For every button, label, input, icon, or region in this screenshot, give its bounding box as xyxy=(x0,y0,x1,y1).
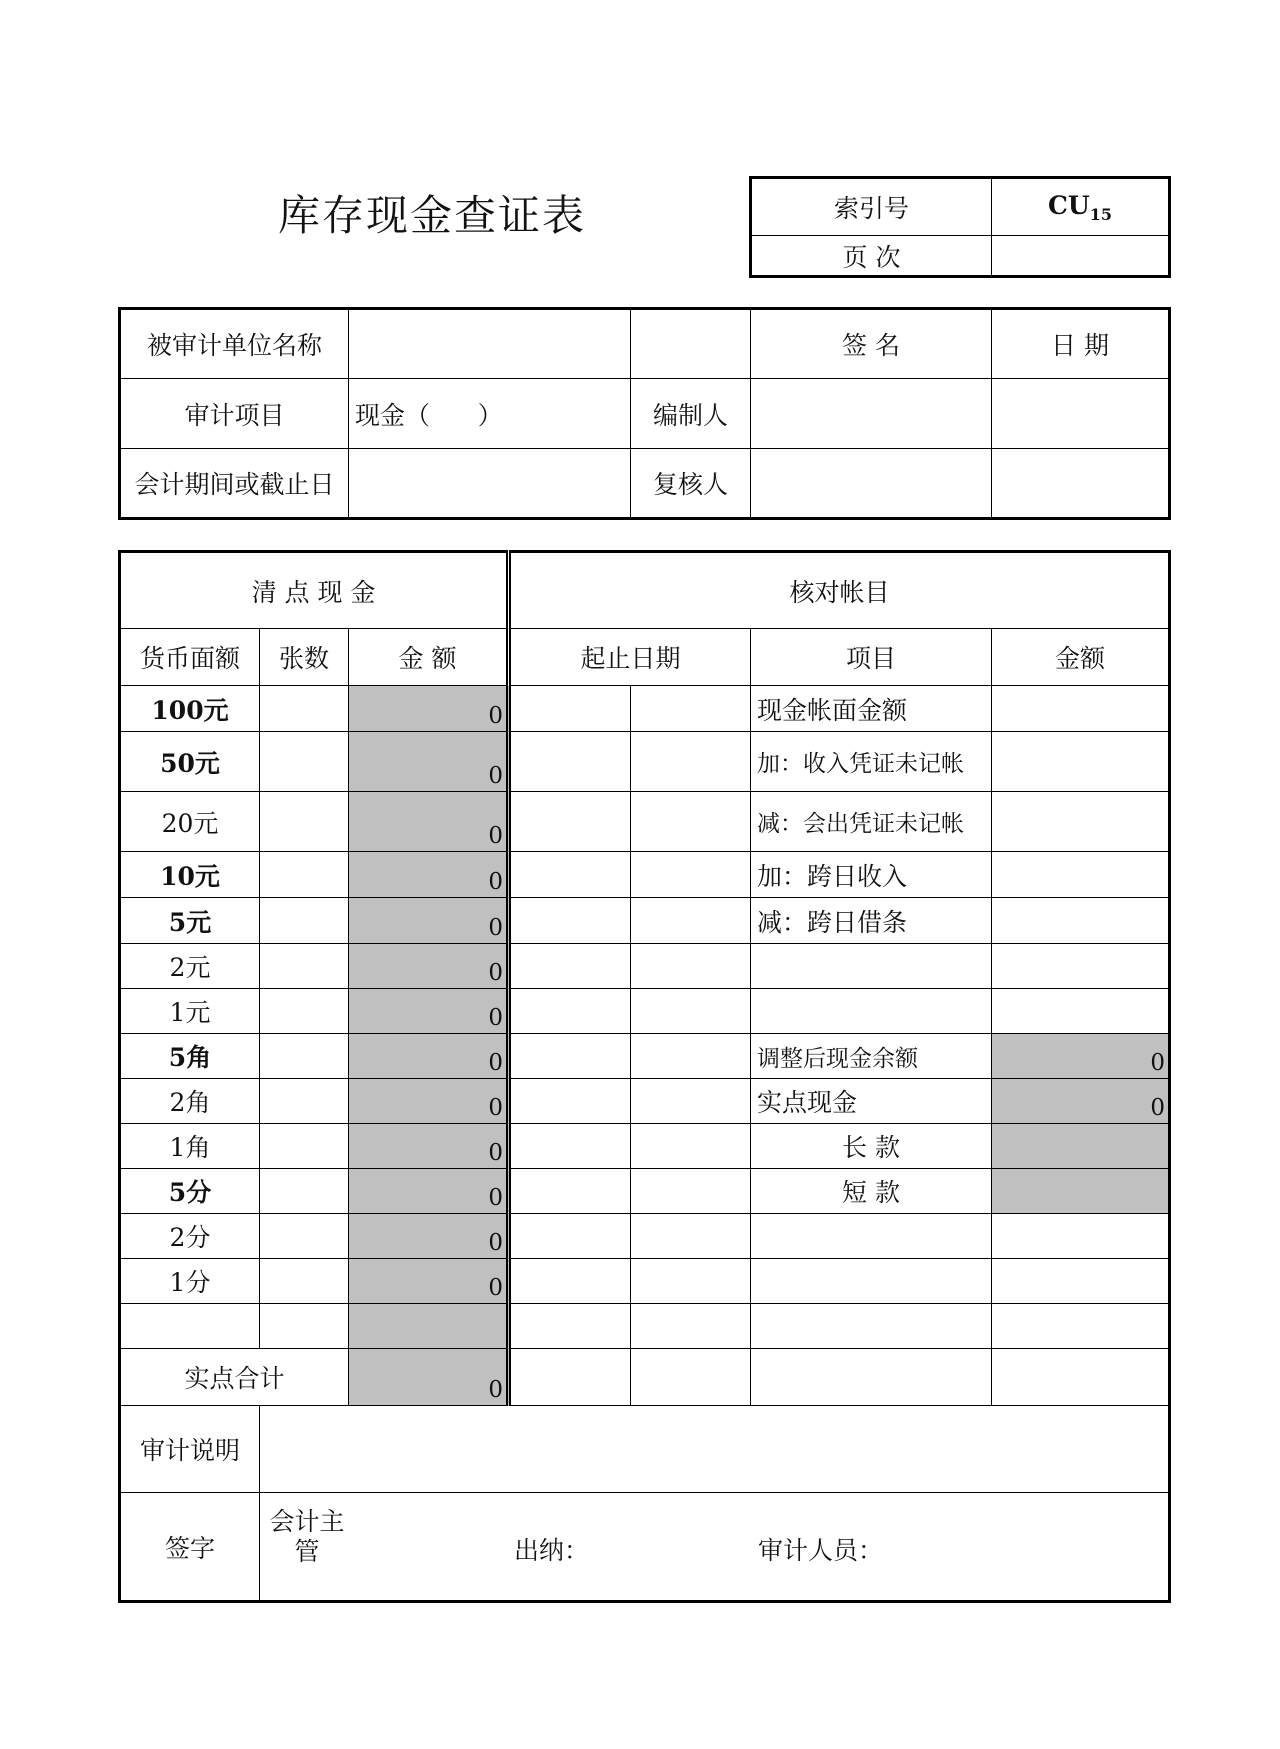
col-denom: 货币面额 xyxy=(120,629,260,686)
recon-item: 现金帐面金额 xyxy=(751,686,992,732)
cash-count-table xyxy=(118,550,1171,1603)
sheets-cell[interactable] xyxy=(260,898,349,944)
sheets-cell[interactable] xyxy=(260,792,349,852)
denom-cell: 5角 xyxy=(120,1034,260,1079)
end-date-cell[interactable] xyxy=(631,1124,751,1169)
end-date-cell[interactable] xyxy=(631,792,751,852)
denom-cell: 5元 xyxy=(120,898,260,944)
recon-item: 短 款 xyxy=(751,1169,992,1214)
table-row xyxy=(120,898,1170,944)
date-label: 日 期 xyxy=(992,309,1170,379)
reviewer-sign-cell[interactable] xyxy=(751,449,992,519)
recon-item: 长 款 xyxy=(751,1124,992,1169)
count-header: 清 点 现 金 xyxy=(120,552,509,629)
total-amount: 0 xyxy=(349,1349,509,1406)
recon-amount-cell[interactable] xyxy=(992,898,1170,944)
blank-cell xyxy=(631,309,751,379)
denom-cell: 1元 xyxy=(120,989,260,1034)
end-date-cell[interactable] xyxy=(631,898,751,944)
table-row xyxy=(120,1169,1170,1214)
denom-cell: 20元 xyxy=(120,792,260,852)
item-value[interactable]: 现金（ ） xyxy=(349,379,631,449)
sheets-cell[interactable] xyxy=(260,686,349,732)
col-recon-amount: 金额 xyxy=(992,629,1170,686)
col-item: 项目 xyxy=(751,629,992,686)
end-date-cell[interactable] xyxy=(631,686,751,732)
table-row xyxy=(120,1259,1170,1304)
recon-item: 加：跨日收入 xyxy=(751,852,992,898)
signature-row xyxy=(120,1493,1170,1602)
index-code: CU xyxy=(1048,190,1090,220)
table-row xyxy=(120,1034,1170,1079)
start-date-cell[interactable] xyxy=(509,1169,631,1214)
recon-amount-cell[interactable] xyxy=(992,1259,1170,1304)
recon-item xyxy=(751,1214,992,1259)
cashier-label: 出纳： xyxy=(514,1536,590,1565)
amount-cell: 0 xyxy=(349,1079,509,1124)
recon-item: 减：跨日借条 xyxy=(751,898,992,944)
table-row xyxy=(120,686,1170,732)
start-date-cell[interactable] xyxy=(509,852,631,898)
end-date-cell[interactable] xyxy=(631,1214,751,1259)
end-date-cell[interactable] xyxy=(631,1304,751,1349)
table-row xyxy=(120,944,1170,989)
notes-label: 审计说明 xyxy=(120,1406,260,1493)
reviewer-date-cell[interactable] xyxy=(992,449,1170,519)
unit-label: 被审计单位名称 xyxy=(120,309,349,379)
amount-cell: 0 xyxy=(349,989,509,1034)
amount-cell: 0 xyxy=(349,852,509,898)
amount-cell: 0 xyxy=(349,898,509,944)
total-row xyxy=(120,1349,1170,1406)
start-date-cell[interactable] xyxy=(509,792,631,852)
audit-info-table xyxy=(118,307,1171,520)
end-date-cell[interactable] xyxy=(631,852,751,898)
page-label: 页 次 xyxy=(751,236,992,277)
amount-cell: 0 xyxy=(349,944,509,989)
recon-item xyxy=(751,944,992,989)
sheets-cell[interactable] xyxy=(260,1169,349,1214)
start-date-cell[interactable] xyxy=(509,1214,631,1259)
amount-cell: 0 xyxy=(349,792,509,852)
amount-cell: 0 xyxy=(349,1169,509,1214)
start-date-cell[interactable] xyxy=(509,944,631,989)
recon-amount-cell[interactable] xyxy=(992,686,1170,732)
table-row xyxy=(120,792,1170,852)
sheets-cell[interactable] xyxy=(260,944,349,989)
recon-item: 调整后现金余额 xyxy=(751,1034,992,1079)
amount-cell: 0 xyxy=(349,686,509,732)
end-date-cell[interactable] xyxy=(631,1034,751,1079)
sheets-cell[interactable] xyxy=(260,1124,349,1169)
accountant-label: 会计主管 xyxy=(269,1507,345,1566)
col-dates: 起止日期 xyxy=(509,629,751,686)
end-date-cell[interactable] xyxy=(631,1259,751,1304)
start-date-cell[interactable] xyxy=(509,1079,631,1124)
period-label: 会计期间或截止日 xyxy=(120,449,349,519)
col-sheets: 张数 xyxy=(260,629,349,686)
recon-amount-cell[interactable] xyxy=(992,1349,1170,1406)
auditor-label: 审计人员： xyxy=(758,1536,884,1565)
recon-amount-cell[interactable] xyxy=(992,792,1170,852)
index-box xyxy=(749,176,1171,278)
start-date-cell[interactable] xyxy=(509,1304,631,1349)
recon-amount-cell[interactable] xyxy=(992,852,1170,898)
table-row xyxy=(120,1079,1170,1124)
recon-amount-cell[interactable] xyxy=(992,732,1170,792)
index-label: 索引号 xyxy=(751,178,992,236)
table-row xyxy=(120,852,1170,898)
denom-cell: 10元 xyxy=(120,852,260,898)
table-row xyxy=(120,732,1170,792)
notes-row xyxy=(120,1406,1170,1493)
recon-amount-cell xyxy=(992,1124,1170,1169)
notes-field[interactable] xyxy=(260,1406,1170,1493)
reviewer-label: 复核人 xyxy=(631,449,751,519)
end-date-cell[interactable] xyxy=(631,944,751,989)
recon-item: 加：收入凭证未记帐 xyxy=(751,732,992,792)
reconcile-header: 核对帐目 xyxy=(509,552,1170,629)
recon-amount-cell[interactable] xyxy=(992,989,1170,1034)
recon-item xyxy=(751,1304,992,1349)
end-date-cell[interactable] xyxy=(631,1169,751,1214)
recon-item xyxy=(751,1259,992,1304)
sheets-cell[interactable] xyxy=(260,852,349,898)
start-date-cell[interactable] xyxy=(509,1259,631,1304)
sheets-cell[interactable] xyxy=(260,732,349,792)
recon-amount-cell[interactable] xyxy=(992,944,1170,989)
period-value-cell[interactable] xyxy=(349,449,631,519)
sheets-cell[interactable] xyxy=(260,1304,349,1349)
start-date-cell[interactable] xyxy=(509,1124,631,1169)
recon-amount-cell[interactable] xyxy=(992,1214,1170,1259)
sheets-cell[interactable] xyxy=(260,1079,349,1124)
sheets-cell[interactable] xyxy=(260,1034,349,1079)
end-date-cell[interactable] xyxy=(631,989,751,1034)
end-date-cell[interactable] xyxy=(631,1079,751,1124)
start-date-cell[interactable] xyxy=(509,989,631,1034)
recon-item xyxy=(751,1349,992,1406)
signature-label: 签字 xyxy=(120,1493,260,1602)
table-row xyxy=(120,1214,1170,1259)
recon-item xyxy=(751,989,992,1034)
amount-cell: 0 xyxy=(349,1034,509,1079)
index-value[interactable] xyxy=(992,178,1170,236)
denom-cell: 1分 xyxy=(120,1259,260,1304)
amount-cell: 0 xyxy=(349,1124,509,1169)
start-date-cell[interactable] xyxy=(509,898,631,944)
recon-item: 实点现金 xyxy=(751,1079,992,1124)
denom-cell: 100元 xyxy=(120,686,260,732)
start-date-cell[interactable] xyxy=(509,686,631,732)
amount-cell: 0 xyxy=(349,1259,509,1304)
amount-cell: 0 xyxy=(349,1214,509,1259)
sheets-cell[interactable] xyxy=(260,1259,349,1304)
index-subscript: 15 xyxy=(1089,204,1112,224)
amount-cell xyxy=(349,1304,509,1349)
denom-cell: 2元 xyxy=(120,944,260,989)
denom-cell: 1角 xyxy=(120,1124,260,1169)
end-date-cell[interactable] xyxy=(631,732,751,792)
start-date-cell[interactable] xyxy=(509,732,631,792)
recon-amount-cell: 0 xyxy=(992,1034,1170,1079)
recon-item: 减：会出凭证未记帐 xyxy=(751,792,992,852)
page-value-cell[interactable] xyxy=(992,236,1170,277)
page-title: 库存现金查证表 xyxy=(278,191,587,240)
denom-cell: 5分 xyxy=(120,1169,260,1214)
preparer-label: 编制人 xyxy=(631,379,751,449)
denom-cell xyxy=(120,1304,260,1349)
start-date-cell[interactable] xyxy=(509,1349,631,1406)
unit-value-cell[interactable] xyxy=(349,309,631,379)
preparer-sign-cell[interactable] xyxy=(751,379,992,449)
item-label: 审计项目 xyxy=(120,379,349,449)
recon-amount-cell xyxy=(992,1169,1170,1214)
total-label: 实点合计 xyxy=(120,1349,349,1406)
sheets-cell[interactable] xyxy=(260,1214,349,1259)
denom-cell: 2角 xyxy=(120,1079,260,1124)
table-row xyxy=(120,1124,1170,1169)
denom-cell: 2分 xyxy=(120,1214,260,1259)
recon-amount-cell: 0 xyxy=(992,1079,1170,1124)
table-row xyxy=(120,989,1170,1034)
amount-cell: 0 xyxy=(349,732,509,792)
table-row xyxy=(120,1304,1170,1349)
denom-cell: 50元 xyxy=(120,732,260,792)
sign-label: 签 名 xyxy=(751,309,992,379)
preparer-date-cell[interactable] xyxy=(992,379,1170,449)
sheets-cell[interactable] xyxy=(260,989,349,1034)
end-date-cell[interactable] xyxy=(631,1349,751,1406)
recon-amount-cell[interactable] xyxy=(992,1304,1170,1349)
signature-area[interactable] xyxy=(260,1493,1170,1602)
col-amount: 金 额 xyxy=(349,629,509,686)
start-date-cell[interactable] xyxy=(509,1034,631,1079)
